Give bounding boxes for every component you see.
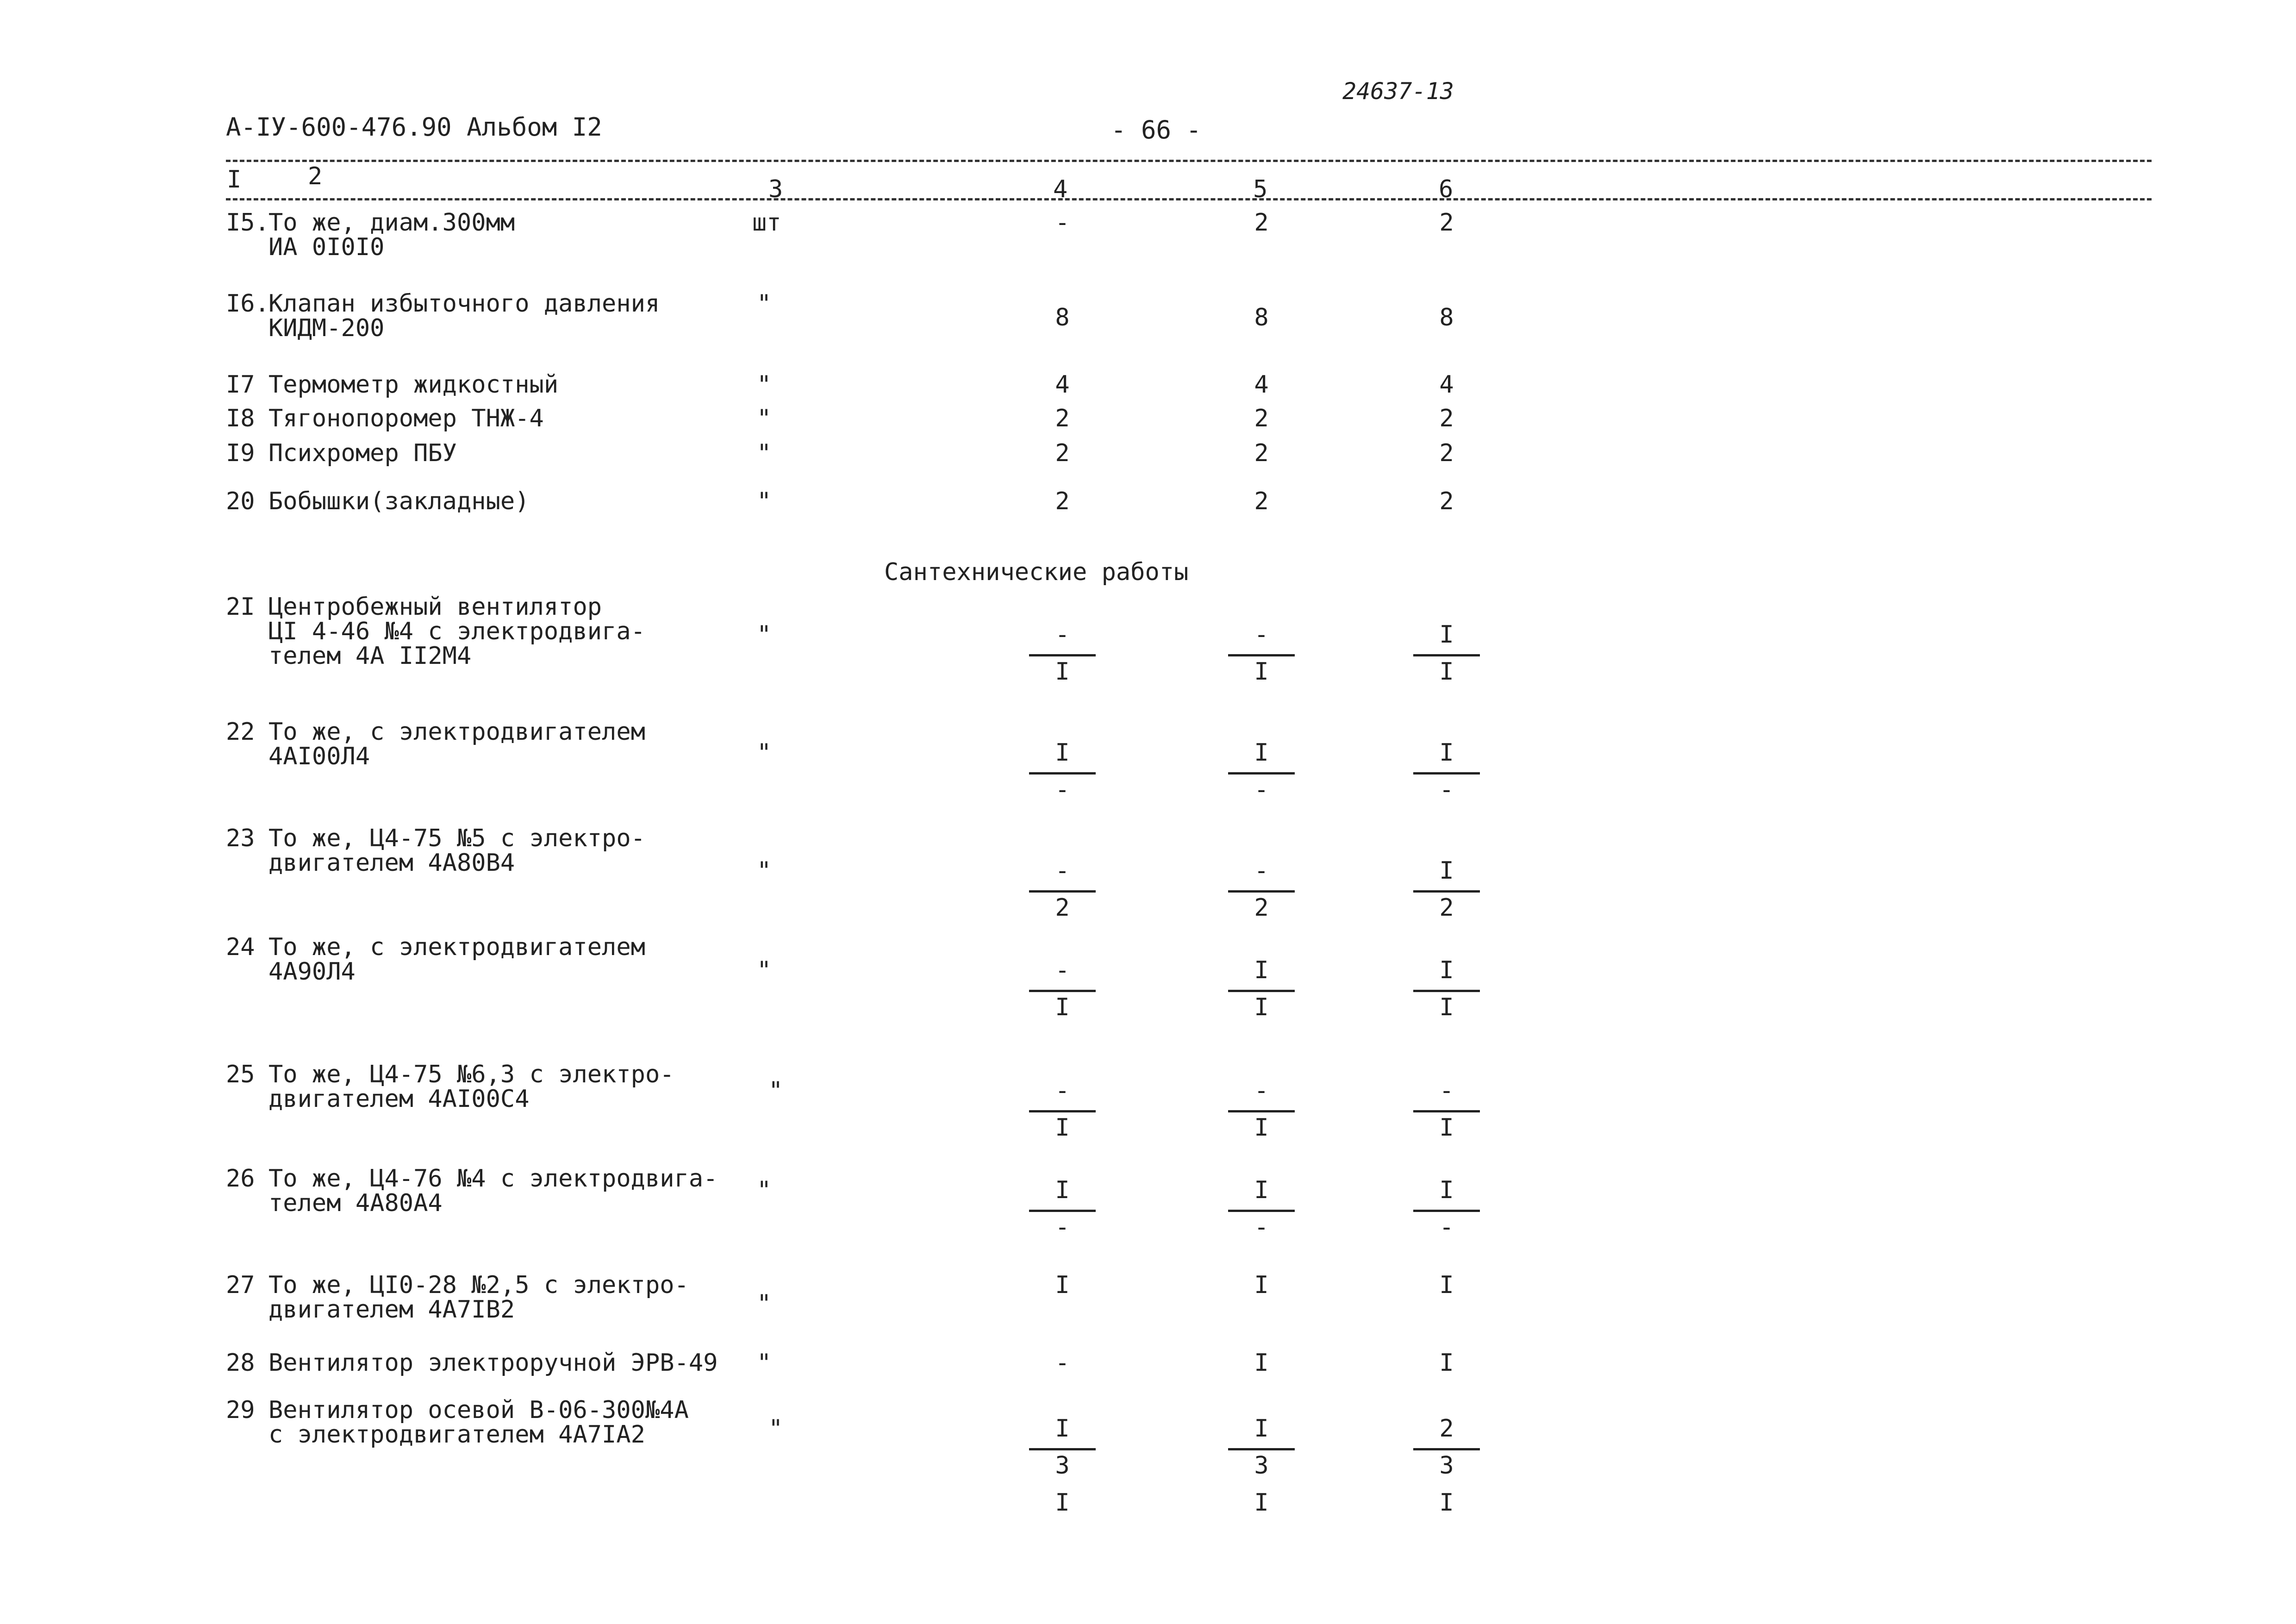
row-description-line: Вентилятор осевой В-06-300№4А xyxy=(268,1396,689,1424)
quantity-fraction xyxy=(1025,859,1099,937)
fraction-denominator: I xyxy=(1439,1114,1454,1142)
quantity-value: 2 xyxy=(1055,439,1070,467)
quantity-fraction xyxy=(1025,1415,1099,1517)
quantity-fraction xyxy=(1410,1415,1484,1517)
row-number: 29 xyxy=(226,1396,255,1424)
fraction-numerator: I xyxy=(1055,739,1070,767)
row-description-line: ЦI 4-46 №4 с электродвига- xyxy=(268,618,645,645)
row-unit: " xyxy=(757,956,772,984)
quantity-fraction xyxy=(1025,958,1099,1037)
quantity-fraction xyxy=(1410,623,1484,701)
quantity-value: 2 xyxy=(1055,405,1070,432)
quantity-value: I xyxy=(1254,1349,1269,1377)
row-number: I5. xyxy=(226,209,269,237)
fraction-numerator: I xyxy=(1439,621,1454,649)
row-description-line: КИДМ-200 xyxy=(268,314,385,342)
row-number: I8 xyxy=(226,405,255,432)
fraction-bar xyxy=(1413,1210,1480,1212)
row-unit: шт xyxy=(752,209,781,237)
row-unit: " xyxy=(757,739,772,767)
fraction-denominator: - xyxy=(1254,1213,1269,1241)
quantity-value: I xyxy=(1439,1271,1454,1299)
row-number: 23 xyxy=(226,824,255,852)
quantity-value: - xyxy=(1055,209,1070,237)
quantity-value: 2 xyxy=(1439,487,1454,515)
quantity-value: 4 xyxy=(1254,371,1269,399)
fraction-numerator: I xyxy=(1055,1415,1070,1443)
fraction-bar xyxy=(1029,990,1096,992)
fraction-numerator: I xyxy=(1439,1176,1454,1204)
quantity-value: 4 xyxy=(1055,371,1070,399)
row-unit: " xyxy=(768,1415,783,1443)
row-unit: " xyxy=(757,1349,772,1377)
fraction-denominator: I xyxy=(1254,993,1269,1021)
quantity-value: - xyxy=(1055,1349,1070,1377)
fraction-numerator: - xyxy=(1254,1077,1269,1105)
fraction-bar xyxy=(1029,654,1096,656)
fraction-numerator: - xyxy=(1254,857,1269,885)
row-description-line: Термометр жидкостный xyxy=(268,371,559,399)
row-description-line: ИА 0I0I0 xyxy=(268,233,385,261)
fraction-bar xyxy=(1228,1110,1295,1112)
row-unit: " xyxy=(757,1176,772,1204)
quantity-value: I xyxy=(1254,1271,1269,1299)
fraction-denominator: - xyxy=(1439,1213,1454,1241)
row-description-line: 4АI00Л4 xyxy=(268,743,370,770)
fraction-numerator: - xyxy=(1055,621,1070,649)
row-description-line: Клапан избыточного давления xyxy=(268,290,660,318)
page-number: - 66 - xyxy=(1111,115,1202,144)
fraction-bar xyxy=(1413,890,1480,893)
row-description-line: То же, Ц4-75 №6,3 с электро- xyxy=(268,1061,674,1088)
quantity-fraction xyxy=(1410,1178,1484,1257)
quantity-value: 8 xyxy=(1439,304,1454,331)
quantity-value: I xyxy=(1439,1349,1454,1377)
quantity-fraction xyxy=(1410,741,1484,819)
fraction-denominator: 3 xyxy=(1439,1452,1454,1480)
fraction-bar xyxy=(1228,772,1295,775)
quantity-value: 2 xyxy=(1254,405,1269,432)
fraction-numerator: - xyxy=(1055,1077,1070,1105)
row-number: 24 xyxy=(226,933,255,961)
row-unit: " xyxy=(757,1290,772,1318)
fraction-denominator: - xyxy=(1055,776,1070,804)
row-description-line: То же, Ц4-75 №5 с электро- xyxy=(268,824,645,852)
quantity-fraction xyxy=(1025,741,1099,819)
row-unit: " xyxy=(757,439,772,467)
fraction-numerator: - xyxy=(1055,857,1070,885)
fraction-bar xyxy=(1029,772,1096,775)
col-header-6: 6 xyxy=(1439,175,1454,203)
col-header-1: I xyxy=(227,166,242,194)
quantity-fraction xyxy=(1224,623,1298,701)
row-description-line: То же, ЦI0-28 №2,5 с электро- xyxy=(268,1271,689,1299)
row-number: 22 xyxy=(226,718,255,746)
row-description-line: Психромер ПБУ xyxy=(268,439,457,467)
fraction-denominator: I xyxy=(1254,1114,1269,1142)
row-description-line: двигателем 4А80В4 xyxy=(268,849,515,877)
fraction-bar xyxy=(1029,890,1096,893)
quantity-value: 2 xyxy=(1254,487,1269,515)
fraction-bar xyxy=(1228,890,1295,893)
row-unit: " xyxy=(757,371,772,399)
fraction-bar xyxy=(1029,1110,1096,1112)
row-description-line: То же, Ц4-76 №4 с электродвига- xyxy=(268,1165,718,1193)
row-description-line: Бобышки(закладные) xyxy=(268,487,530,515)
fraction-numerator: I xyxy=(1439,739,1454,767)
fraction-denominator: I xyxy=(1055,993,1070,1021)
fraction-bar xyxy=(1029,1448,1096,1450)
fraction-numerator: I xyxy=(1254,1176,1269,1204)
quantity-value: 2 xyxy=(1439,209,1454,237)
fraction-numerator: 2 xyxy=(1439,1415,1454,1443)
header-rule-bottom xyxy=(226,198,2152,200)
row-number: 25 xyxy=(226,1061,255,1088)
row-description-line: с электродвигателем 4А7IА2 xyxy=(268,1421,645,1449)
row-unit: " xyxy=(757,857,772,885)
quantity-fraction xyxy=(1025,623,1099,701)
col-header-4: 4 xyxy=(1053,175,1068,203)
fraction-numerator: I xyxy=(1254,956,1269,984)
fraction-numerator: I xyxy=(1254,739,1269,767)
fraction-numerator: - xyxy=(1055,956,1070,984)
quantity-fraction xyxy=(1224,859,1298,937)
row-unit: " xyxy=(757,405,772,432)
row-unit: " xyxy=(757,487,772,515)
quantity-fraction xyxy=(1224,741,1298,819)
fraction-extra-value: I xyxy=(1254,1489,1269,1517)
fraction-bar xyxy=(1228,990,1295,992)
fraction-denominator: 3 xyxy=(1055,1452,1070,1480)
fraction-bar xyxy=(1228,654,1295,656)
col-header-3: 3 xyxy=(768,175,783,203)
row-description-line: двигателем 4АI00С4 xyxy=(268,1085,530,1113)
row-description-line: Вентилятор электроручной ЭРВ-49 xyxy=(268,1349,718,1377)
row-number: I7 xyxy=(226,371,255,399)
fraction-denominator: 3 xyxy=(1254,1452,1269,1480)
fraction-denominator: 2 xyxy=(1439,894,1454,922)
fraction-bar xyxy=(1413,654,1480,656)
fraction-denominator: I xyxy=(1254,658,1269,686)
row-number: 26 xyxy=(226,1165,255,1193)
row-number: I6. xyxy=(226,290,269,318)
fraction-numerator: - xyxy=(1439,1077,1454,1105)
fraction-bar xyxy=(1413,990,1480,992)
fraction-extra-value: I xyxy=(1055,1489,1070,1517)
row-number: I9 xyxy=(226,439,255,467)
fraction-denominator: 2 xyxy=(1254,894,1269,922)
fraction-denominator: I xyxy=(1055,1114,1070,1142)
row-description-line: То же, с электродвигателем xyxy=(268,933,645,961)
row-unit: " xyxy=(768,1077,783,1105)
quantity-fraction xyxy=(1410,1079,1484,1157)
row-description-line: То же, с электродвигателем xyxy=(268,718,645,746)
section-title: Сантехнические работы xyxy=(884,558,1189,586)
fraction-numerator: I xyxy=(1439,857,1454,885)
fraction-numerator: I xyxy=(1439,956,1454,984)
row-unit: " xyxy=(757,621,772,649)
fraction-denominator: I xyxy=(1439,993,1454,1021)
fraction-bar xyxy=(1029,1210,1096,1212)
quantity-fraction xyxy=(1224,958,1298,1037)
quantity-value: I xyxy=(1055,1271,1070,1299)
quantity-value: 8 xyxy=(1254,304,1269,331)
row-unit: " xyxy=(757,290,772,318)
fraction-denominator: - xyxy=(1439,776,1454,804)
row-description-line: двигателем 4А7IВ2 xyxy=(268,1296,515,1324)
quantity-value: 2 xyxy=(1055,487,1070,515)
fraction-numerator: - xyxy=(1254,621,1269,649)
quantity-value: 8 xyxy=(1055,304,1070,331)
quantity-fraction xyxy=(1025,1079,1099,1157)
fraction-denominator: - xyxy=(1254,776,1269,804)
row-number: 28 xyxy=(226,1349,255,1377)
fraction-denominator: I xyxy=(1055,658,1070,686)
fraction-bar xyxy=(1413,1110,1480,1112)
quantity-fraction xyxy=(1410,958,1484,1037)
quantity-fraction xyxy=(1025,1178,1099,1257)
col-header-5: 5 xyxy=(1253,175,1268,203)
quantity-value: 2 xyxy=(1439,405,1454,432)
quantity-value: 2 xyxy=(1254,439,1269,467)
quantity-fraction xyxy=(1224,1079,1298,1157)
row-description-line: Тягонопоромер ТНЖ-4 xyxy=(268,405,544,432)
row-description-line: Центробежный вентилятор xyxy=(268,593,602,621)
fraction-bar xyxy=(1413,772,1480,775)
row-description-line: телем 4А80А4 xyxy=(268,1189,443,1217)
quantity-value: 2 xyxy=(1254,209,1269,237)
header-rule-top xyxy=(226,160,2152,162)
quantity-fraction xyxy=(1224,1178,1298,1257)
row-description-line: телем 4А II2М4 xyxy=(268,642,472,670)
row-number: 2I xyxy=(226,593,255,621)
fraction-bar xyxy=(1413,1448,1480,1450)
fraction-denominator: - xyxy=(1055,1213,1070,1241)
document-code: А-IУ-600-476.90 Альбом I2 xyxy=(226,112,602,142)
fraction-denominator: 2 xyxy=(1055,894,1070,922)
quantity-value: 4 xyxy=(1439,371,1454,399)
fraction-numerator: I xyxy=(1055,1176,1070,1204)
fraction-denominator: I xyxy=(1439,658,1454,686)
fraction-bar xyxy=(1228,1448,1295,1450)
col-header-2: 2 xyxy=(308,162,323,190)
fraction-extra-value: I xyxy=(1439,1489,1454,1517)
archive-stamp: 24637-13 xyxy=(1342,78,1454,105)
fraction-numerator: I xyxy=(1254,1415,1269,1443)
quantity-fraction xyxy=(1410,859,1484,937)
row-number: 20 xyxy=(226,487,255,515)
row-number: 27 xyxy=(226,1271,255,1299)
row-description-line: То же, диам.300мм xyxy=(268,209,515,237)
quantity-value: 2 xyxy=(1439,439,1454,467)
quantity-fraction xyxy=(1224,1415,1298,1517)
fraction-bar xyxy=(1228,1210,1295,1212)
row-description-line: 4А90Л4 xyxy=(268,958,356,986)
